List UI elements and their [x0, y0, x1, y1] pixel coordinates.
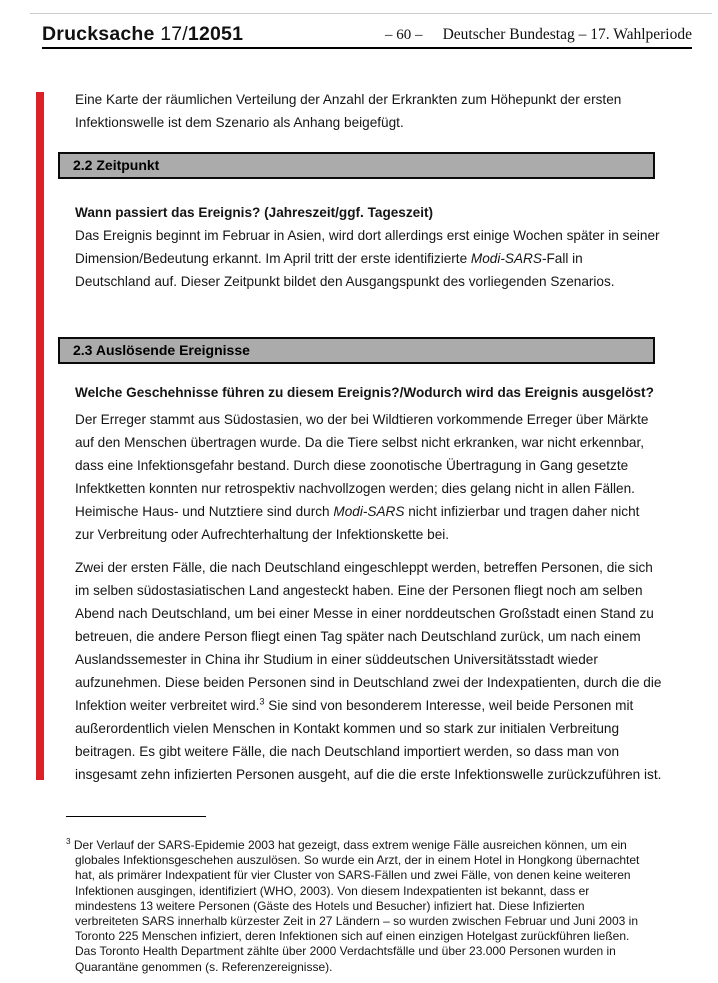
document-number	[42, 23, 243, 46]
header-rule	[42, 47, 692, 49]
section-paragraph-2-2: Das Ereignis beginnt im Februar in Asien, wird dort allerdings erst einige Wochen später in seiner Dimension/Bedeutung erkannt. Im April tritt der erste identifizierte Modi-SARS-Fall in Deutschland auf. Dieser Zeitpunkt bildet den Ausgangspunkt des vorliegenden Szenarios.	[75, 228, 660, 289]
document-number-prefix: 17/	[160, 23, 188, 45]
page-top-rule	[30, 13, 712, 14]
footnote-separator	[66, 816, 206, 817]
parliament-label: Deutscher Bundestag – 17. Wahlperiode	[442, 26, 692, 43]
page-number: – 60 –	[385, 27, 423, 43]
document-number-label: Drucksache	[42, 23, 155, 45]
section-paragraph-2-3-a: Der Erreger stammt aus Südostasien, wo der bei Wildtieren vorkommende Erreger über Märkte auf den Menschen übertragen wurde. Da die Tiere selbst nicht erkranken, war nicht erkennbar, dass eine Infektionsgefahr bestand. Durch diese zoonotische Übertragung in Gang gesetzte Infektketten konnten nur retrospektiv nachvollzogen werden; dies gelang nicht in allen Fällen. Heimische Haus- und Nutztiere sind durch Modi-SARS nicht infizierbar und tragen daher nicht zur Verbreitung oder Aufrechterhaltung der Infektionskette bei.	[75, 412, 649, 542]
document-number-value: 12051	[187, 23, 244, 45]
section-heading-2-3: 2.3 Auslösende Ereignisse	[73, 342, 250, 358]
section-heading-2-2: 2.2 Zeitpunkt	[73, 157, 160, 173]
section-paragraph-2-3-b: Zwei der ersten Fälle, die nach Deutschland eingeschleppt werden, betreffen Personen, die sich im selben südostasiatischen Land angesteckt haben. Eine der Personen fliegt noch am selben Abend nach Deutschland, um bei einer Messe in einer norddeutschen Großstadt einen Stand zu betreuen, die andere Person fliegt einen Tag später nach Deutschland zurück, um nach einem Auslandssemester in China ihr Studium in einer süddeutschen Universitätsstadt wieder aufzunehmen. Diese beiden Personen sind in Deutschland zwei der Indexpatienten, durch die die Infektion weiter verbreitet wird.$^3$ Sie sind von besonderem Interesse, weil beide Personen mit außerordentlich vielen Menschen in Kontakt kommen und so stark zur initialen Verbreitung beitragen. Es gibt weitere Fälle, die nach Deutschland importiert werden, so dass man von insgesamt zehn infizierten Personen ausgeht, auf die die erste Infektionswelle zurückzuführen ist.	[75, 560, 662, 782]
change-marker-bar	[36, 92, 44, 780]
section-heading-box-2-3	[58, 337, 655, 364]
footnote-3: $^3$ Der Verlauf der SARS-Epidemie 2003 hat gezeigt, dass extrem wenige Fälle ausreichen können, um ein globales Infektionsgeschehen auszulösen. So wurde ein Arzt, der in einem Hotel in Hongkong übernachtet hat, als primärer Indexpatient für vier Cluster von SARS-Fällen und zwei Fälle, von denen keine weiteren Infektionen ausgingen, identifiziert (WHO, 2003). Von diesem Indexpatienten ist bekannt, dass er mindestens 13 weitere Personen (Gäste des Hotels und Besucher) infiziert hat. Diese Infizierten verbreiteten SARS innerhalb kürzester Zeit in 27 Ländern – so wurden zwischen Februar und Juni 2003 in Toronto 225 Menschen infiziert, deren Infektionen sich auf einen einzigen Hotelgast zurückführen ließen. Das Toronto Health Department zählte über 2000 Verdachtsfälle und über 23.000 Personen wurden in Quarantäne genommen (s. Referenzereignisse).	[66, 837, 640, 974]
section-heading-box-2-2	[58, 152, 655, 179]
section-question-2-3: Welche Geschehnisse führen zu diesem Ereignis?/Wodurch wird das Ereignis ausgelöst?	[75, 385, 654, 400]
intro-paragraph: Eine Karte der räumlichen Verteilung der Anzahl der Erkrankten zum Höhepunkt der ersten Infektionswelle ist dem Szenario als Anhang beigefügt.	[75, 92, 622, 130]
section-question-2-2: Wann passiert das Ereignis? (Jahreszeit/ggf. Tageszeit)	[75, 205, 434, 220]
page-header	[42, 23, 692, 45]
